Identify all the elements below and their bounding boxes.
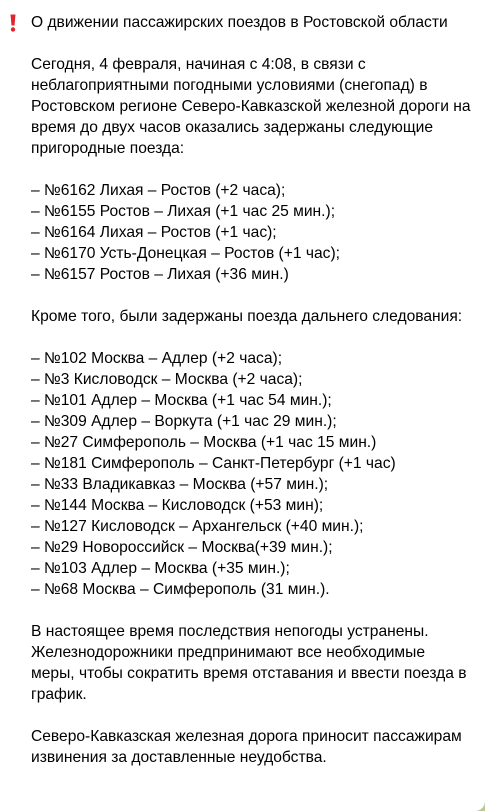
long-distance-trains-list bbox=[31, 348, 471, 600]
list-item: – №127 Кисловодск – Архангельск (+40 мин.); bbox=[31, 518, 364, 535]
list-item: – №103 Адлер – Москва (+35 мин.); bbox=[31, 560, 290, 577]
list-item: – №309 Адлер – Воркута (+1 час 29 мин.); bbox=[31, 413, 337, 430]
list-item: – №6162 Лихая – Ростов (+2 часа); bbox=[31, 182, 286, 199]
list-item: – №3 Кисловодск – Москва (+2 часа); bbox=[31, 371, 303, 388]
message-title: О движении пассажирских поездов в Ростовской области bbox=[31, 14, 448, 31]
spacer bbox=[31, 705, 471, 726]
list-item: – №181 Симферополь – Санкт-Петербург (+1 час) bbox=[31, 455, 396, 472]
list-item: – №102 Москва – Адлер (+2 часа); bbox=[31, 350, 283, 367]
list-item: – №27 Симферополь – Москва (+1 час 15 мин.) bbox=[31, 434, 377, 451]
list-item: – №33 Владикавказ – Москва (+57 мин.); bbox=[31, 476, 329, 493]
list-item: – №68 Москва – Симферополь (31 мин.). bbox=[31, 581, 330, 598]
list-item: – №6157 Ростов – Лихая (+36 мин.) bbox=[31, 266, 289, 283]
spacer bbox=[31, 327, 471, 348]
red-exclamation-icon bbox=[6, 13, 20, 33]
long-distance-intro: Кроме того, были задержаны поезда дальнего следования: bbox=[31, 308, 463, 325]
list-item: – №101 Адлер – Москва (+1 час 54 мин.); bbox=[31, 392, 332, 409]
list-item: – №29 Новороссийск – Москва(+39 мин.); bbox=[31, 539, 333, 556]
spacer bbox=[31, 285, 471, 306]
status-paragraph: В настоящее время последствия непогоды устранены. Железнодорожники предпринимают все необходимые меры, чтобы сократить время отставания и ввести поезда в график. bbox=[31, 623, 467, 703]
list-item: – №6164 Лихая – Ростов (+1 час); bbox=[31, 224, 277, 241]
apology-paragraph: Северо-Кавказская железная дорога приносит пассажирам извинения за доставленные неудобства. bbox=[31, 728, 462, 766]
list-item: – №6155 Ростов – Лихая (+1 час 25 мин.); bbox=[31, 203, 336, 220]
list-item: – №144 Москва – Кисловодск (+53 мин); bbox=[31, 497, 324, 514]
intro-paragraph: Сегодня, 4 февраля, начиная с 4:08, в связи с неблагоприятными погодными условиями (снегопад) в Ростовском регионе Северо-Кавказской железной дороги на время до двух часов оказались задержаны следующие пригородные поезда: bbox=[31, 56, 471, 157]
spacer bbox=[31, 600, 471, 621]
spacer bbox=[31, 159, 471, 180]
list-item: – №6170 Усть-Донецкая – Ростов (+1 час); bbox=[31, 245, 340, 262]
suburban-trains-list bbox=[31, 180, 471, 285]
spacer bbox=[31, 33, 471, 54]
